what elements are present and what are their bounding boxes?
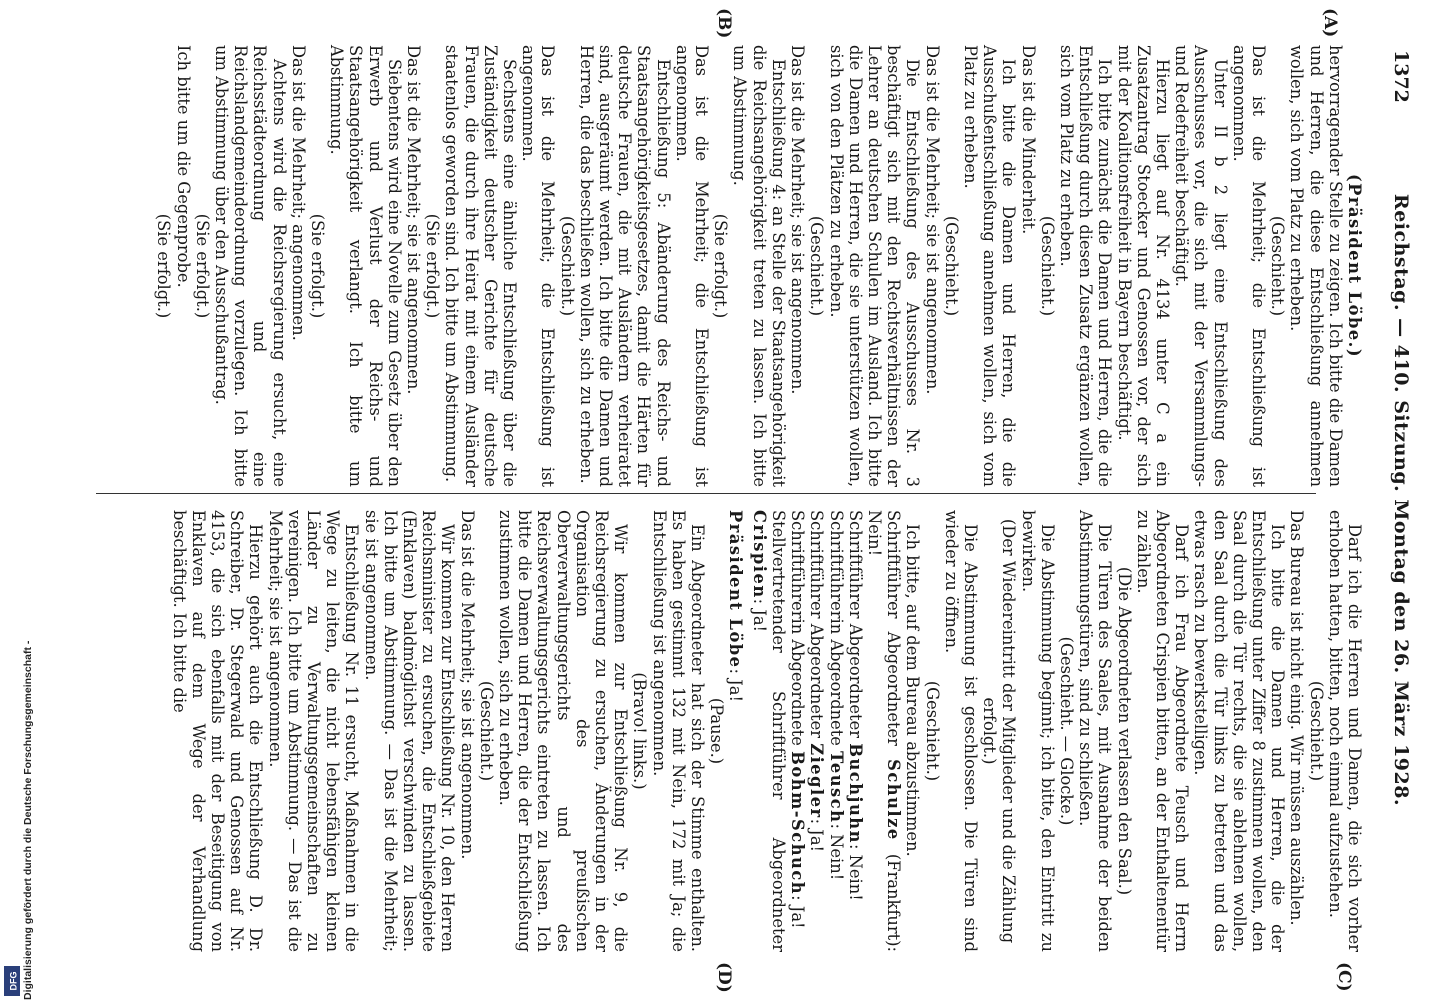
paragraph: Entschließung Nr. 11 ersucht, Maßnahmen in die Wege zu leiten, die nicht lebensfähigen kleinen Länder zu Verwaltungsgemeinschaften zu vereinigen. Ich bitte um Abstimmung. — Das ist die Mehrheit; sie ist angenommen. xyxy=(265,510,362,952)
paragraph: Entschließung 4: an Stelle der Staatsangehörigkeit die Reichsangehörigkeit treten zu lassen. Ich bitte um Abstimmung. xyxy=(730,45,788,487)
paragraph: Siebentens wird eine Novelle zum Gesetz über den Erwerb und Verlust der Reichs- und Staatsangehörigkeit verlangt. Ich bitte um Abstimmung. xyxy=(327,45,404,487)
paragraph: Unter II b 2 liegt eine Entschließung des Ausschusses vor, die sich mit der Versammlungs- und Redefreiheit beschäftigt. xyxy=(1172,45,1230,487)
vote-name: Ziegler xyxy=(807,743,827,819)
paragraph: Das ist die Mehrheit; sie ist angenommen. xyxy=(788,45,808,395)
margin-mark-b: (B) xyxy=(714,8,734,39)
vote-line xyxy=(788,510,807,952)
stage-direction: (Der Wiedereintritt der Mitglieder und die Zählung erfolgt.) xyxy=(980,518,1019,944)
vote-name: Schulze xyxy=(884,759,904,841)
margin-mark-d: (D) xyxy=(714,962,734,993)
vote-answer: : Nein! xyxy=(826,823,846,881)
speaker-name: Präsident Löbe xyxy=(726,510,746,669)
paragraph: Das Bureau ist nicht einig. Wir müssen auszählen. xyxy=(1287,510,1307,926)
paragraph: Darf ich Frau Abgeordnete Teusch und Herrn Abgeordneten Crispien bitten, an der Enthaltenentür zu zählen. xyxy=(1133,510,1192,952)
stage-direction: (Geschieht.) xyxy=(922,680,942,782)
vote-line xyxy=(807,510,826,952)
paragraph: Wir kommen zur Entschließung Nr. 10, den Herren Reichsminister zu ersuchen, die Entschließgebiete (Enklaven) baldmöglichst verschwinden zu lassen. Ich bitte um Abstimmung. — Das ist die Mehrheit; sie ist angenommen. xyxy=(361,510,458,952)
paragraph: Das ist die Mehrheit; die Entschließung ist angenommen. xyxy=(672,45,712,487)
paragraph: Die Abstimmung ist geschlossen. Die Türen sind wieder zu öffnen. xyxy=(941,510,980,952)
vote-role: Schriftführer Abgeordneter xyxy=(845,510,865,744)
page-header xyxy=(1376,50,1416,950)
vote-line xyxy=(750,510,788,952)
paragraph: Ich bitte, auf dem Bureau abzustimmen. xyxy=(903,524,923,857)
stage-direction: (Geschieht. — Glocke.) xyxy=(1056,636,1076,826)
vote-role: Schriftführer Abgeordneter xyxy=(807,510,827,744)
stage-direction: (Geschieht.) xyxy=(557,215,577,317)
stage-direction: (Geschieht.) xyxy=(1306,680,1326,782)
stage-direction: (Geschieht.) xyxy=(1037,215,1057,317)
vote-answer: : Ja! xyxy=(749,598,769,633)
stage-direction: (Geschieht.) xyxy=(476,680,496,782)
right-column xyxy=(169,510,1364,952)
stage-direction: (Bravo! links.) xyxy=(630,672,650,790)
margin-mark-c: (C) xyxy=(1334,962,1354,992)
paragraph: Das ist die Minderheit. xyxy=(1018,45,1038,235)
left-column xyxy=(154,45,1364,487)
stage-direction: (Pause.) xyxy=(707,697,727,765)
vote-name: Crispien xyxy=(749,510,769,599)
paragraph: hervorragender Stelle zu zeigen. Ich bitte die Damen und Herren, die diese Entschließung annehmen wollen, sich vom Platz zu erheben. xyxy=(1287,45,1345,487)
vote-answer: : Ja! xyxy=(807,818,827,853)
paragraph: Die Entschließung des Ausschusses Nr. 3 beschäftigt sich mit den Rechtsverhältnissen der Lehrer an deutschen Schulen im Ausland. Ich bitte die Damen und Herren, die sie unterstützen wollen, sich von den Plätzen zu erheben. xyxy=(826,45,923,487)
paragraph: Die Türen des Saales, mit Ausnahme der beiden Abstimmungstüren, sind zu schließen. xyxy=(1076,510,1115,952)
paragraph: Das ist die Mehrheit; sie ist angenommen. xyxy=(404,45,424,395)
paragraph: Achtens wird die Reichsregierung ersucht, eine Reichsstädteordnung und eine Reichslandgemeindeordnung vorzulegen. Ich bitte um Abstimmung über den Ausschußantrag. xyxy=(212,45,289,487)
vote-role: Stellvertretender Schriftführer Abgeordneter xyxy=(768,510,788,952)
stage-direction: (Geschieht.) xyxy=(941,215,961,317)
paragraph: Ich bitte zunächst die Damen und Herren, die die Entschließung durch diesen Zusatz ergänzen wollen, sich vom Platz zu erheben. xyxy=(1056,45,1115,487)
dfg-logo-text: DFG xyxy=(8,971,19,991)
vote-name: Teusch xyxy=(826,751,846,824)
paragraph: Die Abstimmung beginnt; ich bitte, den Eintritt zu bewirken. xyxy=(1018,510,1057,952)
vote-line xyxy=(826,510,845,952)
paragraph: Sechstens eine ähnliche Entschließung über die Zuständigkeit deutscher Gerichte für deutsche Frauen, die durch ihre Heirat mit einem Ausländer staatenlos geworden sind. Ich bitte um Abstimmung. xyxy=(442,45,520,487)
stage-direction: (Sie erfolgt.) xyxy=(192,213,212,319)
paragraph: Ein Abgeordneter hat sich der Stimme enthalten. Es haben gestimmt 132 mit Nein, 172 mit Ja; die Entschließung ist angenommen. xyxy=(649,510,708,952)
digitization-credit xyxy=(0,0,34,1000)
stage-direction: (Sie erfolgt.) xyxy=(154,213,174,319)
stage-direction: (Geschieht.) xyxy=(807,215,827,317)
paragraph: Ich bitte die Damen und Herren, die die Ausschußentschließung annehmen wollen, sich vom Platz zu erheben. xyxy=(960,45,1019,487)
page-title: Reichstag. — 410. Sitzung. Montag den 26. März 1928. xyxy=(1390,193,1412,807)
vote-name: Bohm-Schuch xyxy=(788,751,808,896)
paragraph: Das ist die Mehrheit; angenommen. xyxy=(288,45,308,341)
paragraph: Hierzu gehört auch die Entschließung D. Dr. Schreiber, Dr. Stegerwald und Genossen auf Nr. 4153, die sich ebenfalls mit der Beseitigung von Enklaven auf dem Wege der Verhandlung beschäftigt. Ich bitte die xyxy=(169,510,266,952)
vote-role: Schriftführer Abgeordneter xyxy=(884,510,904,760)
paragraph: Darf ich die Herren und Damen, die sich vorher erhoben hatten, bitten, noch einmal aufzustehen. xyxy=(1325,510,1364,952)
credit-text: Digitalisierung gefördert durch die Deutsche Forschungsgemeinschaft - xyxy=(22,640,34,1000)
stage-direction: (Geschieht.) xyxy=(1268,215,1288,317)
paragraph: Ich bitte um die Gegenprobe. xyxy=(173,45,193,288)
stage-direction: (Sie erfolgt.) xyxy=(423,213,443,319)
paragraph: Das ist die Mehrheit; die Entschließung ist angenommen. xyxy=(519,45,558,487)
vote-line xyxy=(846,510,865,952)
paragraph: Ich bitte die Damen und Herren, die der Entschließung unter Ziffer 8 zustimmen wollen, den Saal durch die Tür rechts, die sie ablehnen wollen, den Saal durch die Tür links zu betreten und das etwas rasch zu bewerkstelligen. xyxy=(1191,510,1288,952)
paragraph: Wir kommen zur Entschließung Nr. 9, die Reichsregierung zu ersuchen, Änderungen in der Organisation des preußischen Oberverwaltungsgerichts und des Reichsverwaltungsgerichts eintreten zu lassen. Ich bitte die Damen und Herren, die der Entschließung zustimmen wollen, sich zu erheben. xyxy=(496,510,631,952)
paragraph: Entschließung 5: Abänderung des Reichs- und Staatsangehörigkeitsgesetzes, damit die Härten für deutsche Frauen, die mit Ausländern verheiratet sind, ausgeräumt werden. Ich bitte die Damen und Herren, die das beschließen wollen, sich zu erheben. xyxy=(576,45,673,487)
stage-direction: (Sie erfolgt.) xyxy=(308,213,328,319)
margin-mark-a: (A) xyxy=(1320,8,1340,38)
page-number: 1372 xyxy=(1390,50,1412,103)
dfg-logo xyxy=(4,966,20,996)
paragraph: Das ist die Mehrheit; die Entschließung ist angenommen. xyxy=(1229,45,1268,487)
vote-name: Buchjuhn xyxy=(845,743,865,844)
vote-line xyxy=(726,510,745,952)
stage-direction: (Die Abgeordneten verlassen den Saal.) xyxy=(1114,566,1134,896)
vote-line xyxy=(865,510,903,952)
column-divider xyxy=(96,493,1316,494)
vote-role: Schriftführerin Abgeordnete xyxy=(788,510,808,752)
vote-answer: (Frankfurt): Nein! xyxy=(864,510,904,952)
vote-answer: : Ja! xyxy=(788,895,808,929)
stage-direction: (Sie erfolgt.) xyxy=(711,213,731,319)
paragraph: Das ist die Mehrheit; sie ist angenommen. xyxy=(922,45,942,395)
paragraph: Das ist die Mehrheit; sie ist angenommen. xyxy=(457,510,477,860)
speaker-heading: (Präsident Löbe.) xyxy=(1345,173,1364,359)
vote-answer: : Ja! xyxy=(726,668,746,702)
vote-answer: : Nein! xyxy=(845,843,865,901)
vote-role: Schriftführerin Abgeordnete xyxy=(826,510,846,752)
paragraph: Hierzu liegt auf Nr. 4134 unter C a ein Zusatzantrag Stoecker und Genossen vor, der sich mit der Koalitionsfreiheit in Bayern beschäftigt. xyxy=(1114,45,1172,487)
